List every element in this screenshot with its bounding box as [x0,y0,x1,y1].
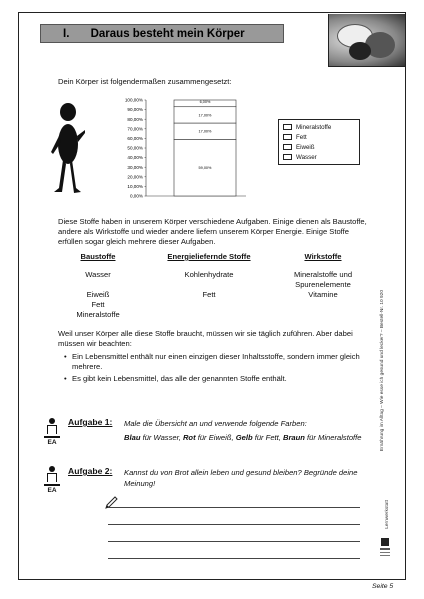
y-tick-label: 0,00% [129,193,143,199]
cell: Fett [91,300,105,309]
bullet-text: Ein Lebensmittel enthält nur einen einzigen dieser Inhaltsstoffe, sondern immer gleich mehrere. [72,352,360,371]
data-label: 59,00% [198,166,212,171]
task1-text [124,418,374,443]
y-tick-label: 30,00% [127,164,143,170]
cell [58,280,138,290]
legend-swatch [283,134,292,140]
legend-item [283,122,355,132]
bullet-list [64,352,364,386]
data-label: 6,00% [199,100,211,105]
task1-label: Aufgabe 1: [68,417,113,427]
title-text: Daraus besteht mein Körper [90,28,245,40]
task1-colors: Blau für Wasser, Rot für Eiweiß, Gelb für Fett, Braun für Mineralstoffe [124,433,362,442]
y-tick-label: 80,00% [127,116,143,122]
y-tick-label: 50,00% [127,145,143,151]
y-tick-label: 60,00% [127,136,143,141]
column-header: Energieliefernde Stoffe [167,252,251,261]
legend-swatch [283,124,292,130]
side-publisher: Lernwerkstatt [385,500,390,529]
answer-line[interactable] [108,541,360,542]
column-energie [154,252,264,300]
cell: Kohlenhydrate [184,270,234,279]
bullet-item: • Ein Lebensmittel enthält nur einen einzigen dieser Inhaltsstoffe, sondern immer gleich mehrere. [64,352,364,372]
cell: Vitamine [308,290,338,299]
answer-line[interactable] [108,558,360,559]
side-text: Ernährung im Alltag – Wie esse ich gesund und lecker? – Bestell-Nr. 10 920 [380,290,385,452]
cell: Spurenelemente [295,280,351,289]
title-number: I. [63,28,70,40]
task2-text: Kannst du von Brot allein leben und gesund bleiben? Begründe deine Meinung! [124,468,358,488]
intro-text: Dein Körper ist folgendermaßen zusammengesetzt: [58,77,232,86]
paragraph-functions: Diese Stoffe haben in unserem Körper verschiedene Aufgaben. Einige dienen als Baustoffe, andere als Wirkstoffe und wieder andere liefern unserem Körper Energie. Einige Stoffe erfüllen sogar gleich mehrere dieser Aufgaben. [58,217,367,246]
ea-label: EA [47,486,57,494]
bullet-text: Es gibt kein Lebensmittel, das alle der genannten Stoffe enthält. [72,374,287,383]
paragraph-daily: Weil unser Körper alle diese Stoffe braucht, müssen wir sie täglich zuführen. Aber dabei müssen wir beachten: [58,329,353,348]
bullet-item: • Es gibt kein Lebensmittel, das alle der genannten Stoffe enthält. [64,374,287,383]
y-tick-label: 100,00% [124,97,143,103]
data-label: 17,00% [198,129,212,134]
legend-item [283,152,355,162]
vegetables-photo [328,14,405,67]
legend-item [283,132,355,142]
legend-label: Wasser [296,153,317,161]
column-baustoffe [58,252,138,320]
individual-work-icon [42,418,62,452]
legend-label: Mineralstoffe [296,123,332,131]
task2-label: Aufgabe 2: [68,466,113,476]
page-title [40,24,284,43]
data-label: 17,00% [198,113,212,118]
publisher-logo-icon [378,536,392,566]
y-tick-label: 70,00% [127,126,143,132]
composition-chart [112,96,252,200]
legend-label: Fett [296,133,307,141]
cell: Eiweiß [86,290,110,299]
cell: Wasser [85,270,111,279]
legend-label: Eiweiß [296,143,315,151]
legend-swatch [283,154,292,160]
cell: Fett [202,290,216,299]
chart-legend [278,119,360,165]
task1-instruction: Male die Übersicht an und verwende folgende Farben: [124,419,307,428]
y-tick-label: 20,00% [127,174,143,180]
cell: Mineralstoffe [76,310,120,319]
y-tick-label: 90,00% [127,107,143,113]
column-header: Wirkstoffe [304,252,342,261]
answer-line[interactable] [108,524,360,525]
legend-item [283,142,355,152]
cell [154,280,264,290]
individual-work-icon [42,466,62,500]
page-number: Seite 5 [372,583,394,590]
ea-label: EA [47,438,57,446]
vegetable-shape [349,42,371,60]
y-tick-label: 40,00% [127,155,143,161]
column-header: Baustoffe [80,252,116,261]
y-tick-label: 10,00% [127,184,143,189]
body-figure-icon [50,100,86,200]
cell: Mineralstoffe und [293,270,353,279]
answer-line[interactable] [108,507,360,508]
column-wirkstoffe [278,252,368,300]
legend-swatch [283,144,292,150]
